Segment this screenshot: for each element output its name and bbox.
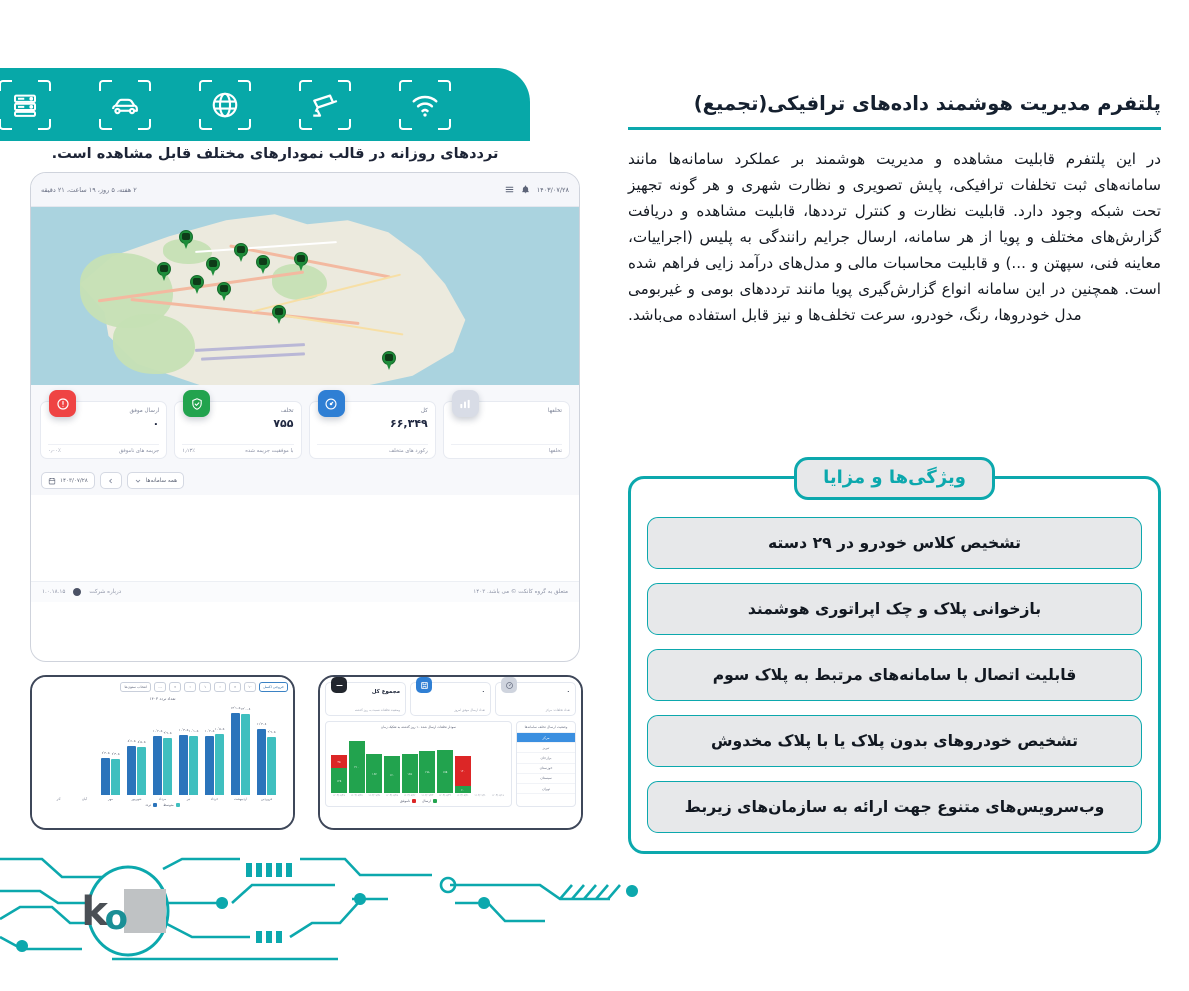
legend-label: متوسط: [163, 803, 174, 807]
thumb2-card[interactable]: [325, 682, 406, 716]
bar-series2: ۱۰٬۱۰۵: [189, 736, 198, 795]
thumb2-chart-title: نمودار تخلفات ارسال شده ۱۰ روز گذشته به تفکیک زمان: [380, 725, 457, 729]
bar-series1: ۶٬۴۰۵: [101, 758, 110, 795]
dashboard-content-area: [31, 495, 579, 581]
chevron-right-icon: [107, 477, 115, 485]
server-rack-icon: [0, 80, 51, 130]
prev-page-button[interactable]: [100, 472, 122, 489]
stat-card[interactable]: [309, 401, 436, 459]
bar-series1: ۸٬۶۰۵: [127, 746, 136, 795]
stat-cards-row: [31, 385, 579, 467]
alert-icon: [49, 390, 76, 417]
thumb2-xaxis: [329, 793, 508, 797]
dashboard-toolbar: [31, 467, 579, 495]
legend-item: [422, 799, 437, 803]
x-tick: ۱۴۰۳/۰۷/۱۹: [491, 794, 504, 797]
camera-pin-icon[interactable]: [179, 230, 193, 249]
feature-item: وب‌سرویس‌های متنوع جهت ارائه به سازمان‌های زیربط: [647, 781, 1142, 833]
dashboard-caption: ترددهای روزانه در قالب نمودارهای مختلف قابل مشاهده است.: [51, 146, 499, 162]
thumbnail-bar-chart[interactable]: [30, 675, 295, 830]
bar-series1: ۱۱٬۴۰۸: [257, 729, 266, 795]
x-tick: ۱۴۰۳/۰۷/۲۱: [456, 794, 469, 797]
globe-icon: [199, 80, 251, 130]
bar-series2: ۶٬۳۰۵: [111, 759, 120, 795]
bar-group: [152, 729, 172, 795]
stat-value: ۶۶,۳۴۹: [390, 417, 428, 430]
thumb1-xaxis: [37, 795, 288, 801]
last-page-chip[interactable]: »: [169, 682, 181, 692]
stat-foot-left: ۰٫۰۰٪: [48, 448, 61, 454]
thumb2-sidebar-item[interactable]: تهران: [517, 784, 575, 794]
camera-pin-icon[interactable]: [217, 282, 231, 301]
thumb2-sidebar-item[interactable]: برازجان: [517, 753, 575, 763]
stat-label: تخلفها: [547, 408, 562, 414]
wifi-signal-icon: [399, 80, 451, 130]
export-excel-chip[interactable]: خروجی اکسل: [259, 682, 288, 692]
bar-series1: ۱۰٬۳۰۵: [179, 735, 188, 795]
logo-mark-2: o: [104, 898, 128, 938]
camera-pin-icon[interactable]: [272, 305, 286, 324]
save-icon: [416, 677, 432, 693]
bar-series2: ۹٬۹۰۵: [267, 737, 276, 795]
gauge-icon: [318, 390, 345, 417]
stacked-bar: ۱۲۰ ۶۰: [455, 756, 471, 793]
logo-mark: k: [81, 889, 108, 935]
legend-item: [163, 803, 180, 807]
thumb2-card-value: ۰: [481, 689, 485, 695]
footer-version: ۱.۰.۱۸.۱۵: [42, 589, 66, 595]
legend-item: [400, 799, 416, 803]
bar-series1: ۱۰٬۲۰۵: [205, 736, 214, 795]
stat-label: کل: [420, 408, 428, 414]
x-tick: ۱۴۰۳/۰۷/۲۲: [439, 794, 451, 797]
thumb2-card-label: تعداد تخلفات: مرکز: [545, 708, 570, 712]
stacked-bar: ۱۶۰: [384, 756, 400, 793]
bar-group: [204, 727, 225, 795]
bar-group: [127, 739, 146, 795]
camera-pin-icon[interactable]: [157, 262, 171, 281]
features-section: [628, 455, 1161, 854]
chevron-down-icon: [134, 477, 142, 485]
next-page-chip[interactable]: ›: [184, 682, 196, 692]
page-title: پلتفرم مدیریت هوشمند داده‌های ترافیکی(تجمیع): [693, 92, 1161, 115]
stat-foot-left: ۱٫۱۳٪: [182, 448, 196, 454]
x-tick: ۱۴۰۳/۰۷/۲۶: [368, 794, 381, 797]
thumb1-legend: [37, 803, 288, 807]
topbar-date: ۱۴۰۳/۰۷/۲۸: [536, 185, 569, 194]
thumb1-chart-title: تعداد تردد ۱۴۰۳: [149, 696, 176, 701]
x-tick: ۱۴۰۳/۰۷/۲۷: [350, 794, 363, 797]
footer-copyright: متعلق به گروه کانکت © می باشد. ۱۴۰۳: [473, 589, 568, 595]
thumb2-card-label: تعداد ارسال موفق امروز: [454, 708, 485, 712]
icon-banner: [0, 68, 530, 141]
thumb2-card[interactable]: [410, 682, 491, 716]
thumb1-bars: [37, 703, 288, 795]
prev-page-chip[interactable]: ‹: [214, 682, 226, 692]
dashboard-topbar: [31, 173, 579, 207]
page-number-chip[interactable]: ۱: [199, 682, 211, 692]
x-tick: شهریور: [131, 797, 142, 801]
x-tick: ۱۴۰۳/۰۷/۲۴: [403, 794, 416, 797]
thumb2-sidebar-item[interactable]: سیستان: [517, 774, 575, 784]
date-picker[interactable]: [41, 472, 95, 489]
stat-label: ارسال موفق: [129, 408, 160, 414]
thumb2-cards: [325, 682, 576, 716]
camera-pin-icon[interactable]: [190, 275, 204, 294]
map-view[interactable]: [31, 207, 579, 385]
x-tick: مرداد: [158, 797, 167, 801]
thumb2-sidebar: [516, 721, 576, 807]
x-tick: ۱۴۰۳/۰۷/۲۳: [421, 794, 434, 797]
thumb2-sidebar-item[interactable]: مرکز: [517, 733, 575, 743]
stat-foot-right: جریمه های ناموفق: [118, 448, 160, 454]
stacked-bar: ۴۵ ۱۲۵: [331, 755, 347, 793]
bar-group: [256, 722, 276, 795]
x-tick: ۱۴۰۳/۰۷/۲۵: [386, 794, 398, 797]
x-tick: تیر: [186, 797, 191, 801]
bar-series2: ۱۴٬۰۰۸: [241, 714, 250, 795]
x-tick: خرداد: [210, 797, 219, 801]
features-list: [628, 476, 1161, 854]
thumb1-toolbar: [37, 682, 288, 692]
camera-pin-icon[interactable]: [294, 252, 308, 271]
legend-label: ارسال: [422, 799, 431, 803]
thumb2-card-value: ۰: [566, 689, 570, 695]
circuit-decoration: [0, 841, 700, 991]
stat-value: ۷۵۵: [273, 417, 294, 430]
bar-series2: ۸٬۵۰۵: [137, 747, 146, 795]
thumb2-chart: [325, 721, 512, 807]
feature-item: قابلیت اتصال با سامانه‌های مرتبط به پلاک سوم: [647, 649, 1142, 701]
legend-label: تردد: [145, 803, 152, 807]
legend-item: [145, 803, 157, 807]
camera-pin-icon[interactable]: [234, 243, 248, 262]
stacked-bar: ۱۷۵: [437, 750, 453, 793]
feature-item: تشخیص خودروهای بدون پلاک یا با پلاک مخدوش: [647, 715, 1142, 767]
shield-check-icon: [183, 390, 210, 417]
right-column: [600, 0, 1189, 991]
bar-series1: ۱۴٬۱۰۵: [231, 713, 240, 795]
stacked-bar: ۱۷۸: [419, 751, 435, 793]
features-heading: ویژگی‌ها و مزایا: [794, 457, 995, 500]
title-divider: [628, 127, 1161, 130]
topbar-uptime: ۲ هفته، ۵ روز، ۱۹ ساعت، ۲۱ دقیقه: [41, 185, 137, 194]
stacked-bar: ۲۱۰: [349, 741, 365, 793]
stat-foot-right: با موفقیت جریمه شده: [245, 448, 294, 454]
thumbnail-dashboard[interactable]: [318, 675, 583, 830]
car-icon: [99, 80, 151, 130]
calendar-icon: [48, 477, 56, 485]
gauge-icon: [501, 677, 517, 693]
x-tick: ۱۴۰۳/۰۷/۲۸: [333, 794, 345, 797]
thumb2-card[interactable]: [495, 682, 576, 716]
x-tick: مهر: [108, 797, 113, 801]
thumb2-card-label: وضعیت تخلفات نسبت به روز گذشته: [354, 708, 400, 712]
date-picker-value: ۱۴۰۳/۰۷/۲۸: [60, 477, 88, 484]
bar-group: [101, 751, 120, 795]
thumb2-sidebar-item[interactable]: تبریز: [517, 743, 575, 753]
thumb2-bars: [329, 731, 508, 793]
thumb2-card-value: مجموع کل: [371, 689, 400, 695]
first-page-chip[interactable]: «: [229, 682, 241, 692]
stacked-bar: ۱۶۵: [402, 754, 418, 793]
legend-label: ناموفق: [400, 799, 411, 803]
stat-card[interactable]: [40, 401, 167, 459]
minus-icon: [331, 677, 347, 693]
stat-foot-right: تخلفها: [548, 448, 562, 454]
x-tick: آذر: [56, 797, 61, 801]
camera-pin-icon[interactable]: [206, 257, 220, 276]
logo-block: [124, 889, 166, 933]
dashboard-screenshot: [30, 172, 580, 662]
feature-item: بازخوانی پلاک و چک اپراتوری هوشمند: [647, 583, 1142, 635]
cctv-camera-icon: [299, 80, 351, 130]
bar-group: [230, 706, 251, 795]
page-size-chip[interactable]: ۱۰: [244, 682, 256, 692]
bar-series2: ۹٬۹۰۵: [163, 738, 172, 795]
dashboard-footer: [31, 581, 579, 602]
info-circle-icon[interactable]: [73, 588, 81, 596]
x-tick: فروردین: [260, 797, 273, 801]
stat-foot-right: رکورد های متخلف: [388, 448, 428, 454]
feature-item: تشخیص کلاس خودرو در ۲۹ دسته: [647, 517, 1142, 569]
camera-pin-icon[interactable]: [382, 351, 396, 370]
stat-value: ۰: [152, 417, 160, 430]
thumb2-legend: [329, 799, 508, 803]
thumb2-sidebar-header: وضعیت ارسال تخلف سامانه‌ها: [517, 722, 575, 733]
thumb2-main: [325, 721, 576, 807]
systems-select-value: همه سامانه‌ها: [145, 477, 178, 484]
intro-paragraph: در این پلتفرم قابلیت مشاهده و مدیریت هوشمند بر عملکرد سامانه‌ها مانند سامانه‌های ثبت تخلفات ترافیکی، پایش تصویری و نظارت شهری و هر گونه تجهیز تحت شبکه وجود دارد. قابلیت نظارت و کنترل ترددها، قابلیت مشاهده و دریافت گزارش‌های مختلف و پویا از هر سامانه، ارسال جرایم رانندگی به پلیس (اجراییات، معاینه فنی، سپهتن و ...) و قابلیت محاسبات مالی و مدل‌های درآمد زایی فراهم شده است. همچنین در این سامانه انواع گزارش‌گیری پویا مانند ترددهای بومی و غیربومی مدل خودروها، رنگ، خودرو، سرعت تخلف‌ها و نیز قابل استفاده می‌باشد.: [628, 149, 1161, 325]
x-tick: آبان: [81, 797, 88, 801]
camera-pin-icon[interactable]: [256, 255, 270, 274]
x-tick: ۱۴۰۳/۰۷/۲۰: [474, 794, 487, 797]
stat-label: تخلف: [280, 408, 294, 414]
stacked-bar: ۱۶۷: [366, 754, 382, 793]
bar-series1: ۱۰٬۲۰۵: [153, 736, 162, 795]
stat-card[interactable]: [174, 401, 301, 459]
bell-icon[interactable]: [521, 185, 530, 194]
bar-group: [178, 728, 199, 795]
column-select-chip[interactable]: انتخاب ستون‌ها: [120, 682, 151, 692]
hamburger-menu-icon[interactable]: [505, 185, 514, 194]
stat-card[interactable]: [443, 401, 570, 459]
topbar-right: [505, 185, 569, 194]
footer-about-link[interactable]: درباره شرکت: [89, 589, 122, 595]
bar-series2: ۱۰٬۵۰۵: [215, 734, 224, 795]
thumb2-sidebar-item[interactable]: خوزستان: [517, 764, 575, 774]
chart-icon: [452, 390, 479, 417]
systems-select[interactable]: [127, 472, 184, 489]
more-chip[interactable]: ...: [154, 682, 166, 692]
x-tick: اردیبهشت: [233, 797, 248, 801]
